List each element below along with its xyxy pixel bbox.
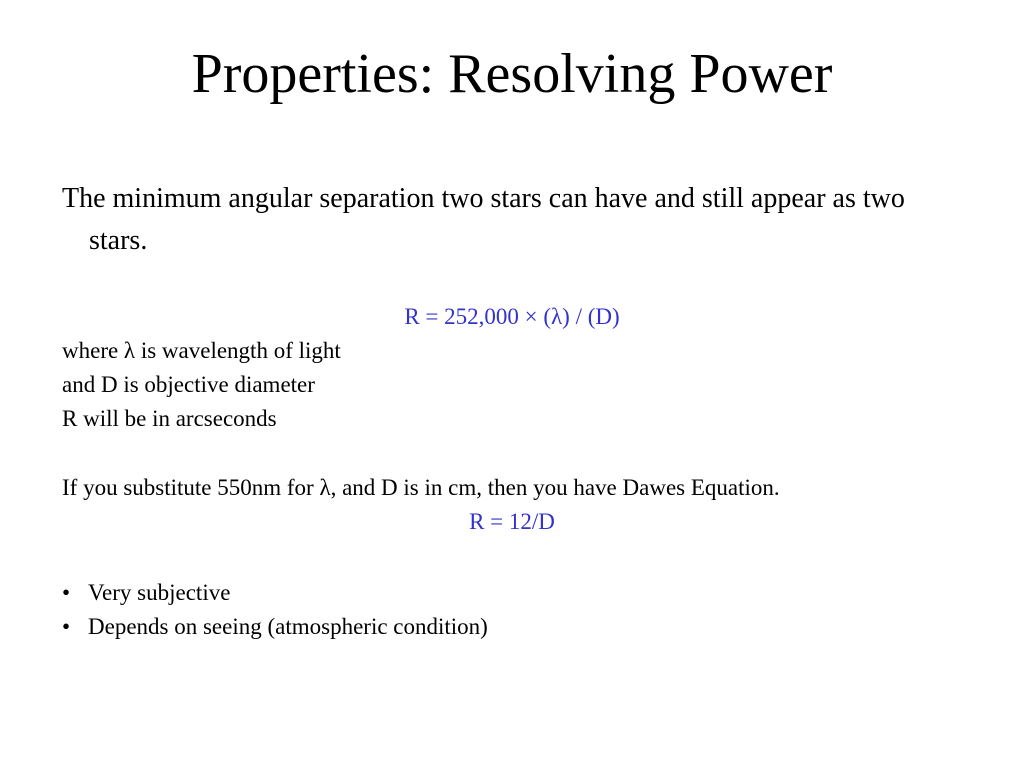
bullet-icon: • <box>62 580 71 605</box>
bullet-text: Depends on seeing (atmospheric condition) <box>88 614 488 639</box>
slide-title: Properties: Resolving Power <box>191 43 833 105</box>
bullet-item <box>62 576 488 610</box>
formula-dawes: R = 12/D <box>469 509 555 534</box>
where-line-arcseconds: R will be in arcseconds <box>62 406 277 431</box>
substitution-text: If you substitute 550nm for λ, and D is in cm, then you have Dawes Equation. <box>62 475 780 500</box>
bullet-icon: • <box>62 614 71 639</box>
bullet-list <box>62 576 488 644</box>
where-line-wavelength: where λ is wavelength of light <box>62 338 341 363</box>
where-line-diameter: and D is objective diameter <box>62 372 315 397</box>
formula-main: R = 252,000 × (λ) / (D) <box>404 304 620 329</box>
bullet-text: Very subjective <box>88 580 231 605</box>
intro-text: The minimum angular separation two stars can have and still appear as two stars. <box>62 183 905 256</box>
bullet-item <box>62 610 488 644</box>
